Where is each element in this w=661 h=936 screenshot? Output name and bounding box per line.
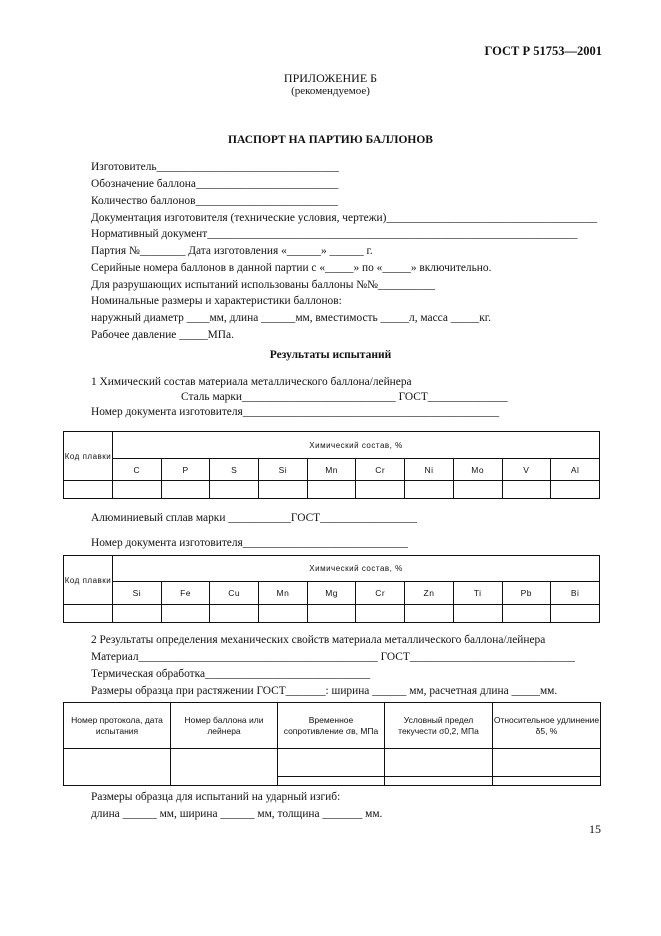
element-header: Mn bbox=[307, 459, 356, 481]
blank-cell[interactable] bbox=[551, 605, 600, 623]
impact-dims-field: длина ______ мм, ширина ______ мм, толщина _______ мм. bbox=[91, 808, 383, 820]
blank-cell[interactable] bbox=[161, 481, 210, 499]
cylinder-number-header: Номер баллона или лейнера bbox=[171, 703, 278, 749]
element-header: Si bbox=[113, 582, 162, 605]
blank-cell[interactable] bbox=[493, 749, 601, 786]
blank-cell[interactable] bbox=[453, 481, 502, 499]
element-header: P bbox=[161, 459, 210, 481]
protocol-header: Номер протокола, дата испытания bbox=[64, 703, 171, 749]
document-code: ГОСТ Р 51753—2001 bbox=[484, 44, 602, 58]
field-manufacturer: Изготовитель________________________________ bbox=[91, 161, 339, 173]
section1-title: 1 Химический состав материала металлического баллона/лейнера bbox=[91, 376, 412, 388]
mechanical-properties-table bbox=[63, 702, 601, 786]
blank-cell[interactable] bbox=[64, 605, 113, 623]
element-header: S bbox=[210, 459, 259, 481]
field-normative-doc: Нормативный документ_________________________________________________________________ bbox=[91, 228, 578, 240]
empty-data-row bbox=[64, 481, 600, 499]
blank-cell[interactable] bbox=[161, 605, 210, 623]
field-serial-numbers: Серийные номера баллонов в данной партии с «_____» по «_____» включительно. bbox=[91, 262, 492, 274]
blank-cell[interactable] bbox=[210, 481, 259, 499]
elongation-header: Относительное удлинение δ5, % bbox=[493, 703, 601, 749]
blank-cell[interactable] bbox=[502, 605, 551, 623]
field-batch-number: Партия №________ Дата изготовления «______» ______ г. bbox=[91, 245, 373, 257]
element-header: Cr bbox=[356, 459, 405, 481]
element-header: Cu bbox=[210, 582, 259, 605]
element-header: Mg bbox=[307, 582, 356, 605]
results-title: Результаты испытаний bbox=[269, 349, 392, 361]
blank-cell[interactable] bbox=[307, 481, 356, 499]
field-cylinder-designation: Обозначение баллона_________________________ bbox=[91, 178, 339, 190]
blank-cell[interactable] bbox=[113, 481, 162, 499]
blank-cell[interactable] bbox=[385, 749, 493, 786]
blank-cell[interactable] bbox=[551, 481, 600, 499]
steel-composition-table bbox=[63, 431, 600, 499]
blank-cell[interactable] bbox=[405, 605, 454, 623]
heat-treatment-field: Термическая обработка_____________________________ bbox=[91, 668, 371, 680]
element-header: Pb bbox=[502, 582, 551, 605]
blank-cell[interactable] bbox=[113, 605, 162, 623]
element-header: Mo bbox=[453, 459, 502, 481]
field-dimension-values: наружный диаметр ____мм, длина ______мм, вместимость _____л, масса _____кг. bbox=[91, 312, 491, 324]
tensile-strength-header: Временное сопротивление σв, МПа bbox=[278, 703, 385, 749]
section2-title: 2 Результаты определения механических свойств материала металлического баллона/лейнера bbox=[91, 634, 546, 646]
steel-doc-number-field: Номер документа изготовителя_____________________________________________ bbox=[91, 406, 500, 418]
field-cylinder-count: Количество баллонов_________________________ bbox=[91, 195, 338, 207]
element-header: Ni bbox=[405, 459, 454, 481]
blank-cell[interactable] bbox=[307, 605, 356, 623]
passport-title: ПАСПОРТ НА ПАРТИЮ БАЛЛОНОВ bbox=[228, 134, 433, 146]
element-header: C bbox=[113, 459, 162, 481]
element-header-row bbox=[64, 582, 600, 605]
blank-cell[interactable] bbox=[356, 481, 405, 499]
blank-cell[interactable] bbox=[278, 749, 385, 786]
element-header: Al bbox=[551, 459, 600, 481]
element-header: Bi bbox=[551, 582, 600, 605]
steel-grade-field: Сталь марки___________________________ ГОСТ______________ bbox=[181, 391, 508, 403]
appendix-subtitle: (рекомендуемое) bbox=[291, 85, 370, 97]
blank-cell[interactable] bbox=[405, 481, 454, 499]
blank-cell[interactable] bbox=[171, 749, 278, 786]
melt-code-header: Код плавки bbox=[64, 432, 113, 481]
field-working-pressure: Рабочее давление _____МПа. bbox=[91, 329, 234, 341]
element-header: Ti bbox=[453, 582, 502, 605]
element-header: Si bbox=[259, 459, 308, 481]
appendix-title: ПРИЛОЖЕНИЕ Б bbox=[283, 71, 378, 85]
element-header: Cr bbox=[356, 582, 405, 605]
empty-data-row bbox=[64, 749, 601, 786]
blank-cell[interactable] bbox=[259, 605, 308, 623]
blank-cell[interactable] bbox=[453, 605, 502, 623]
element-header: Zn bbox=[405, 582, 454, 605]
impact-sample-field: Размеры образца для испытаний на ударный изгиб: bbox=[91, 791, 341, 803]
alloy-composition-table bbox=[63, 555, 600, 623]
alloy-grade-field: Алюминиевый сплав марки ___________ГОСТ_________________ bbox=[91, 512, 417, 524]
blank-cell[interactable] bbox=[64, 749, 171, 786]
blank-cell[interactable] bbox=[356, 605, 405, 623]
field-nominal-dimensions: Номинальные размеры и характеристики баллонов: bbox=[91, 295, 342, 307]
empty-data-row bbox=[64, 605, 600, 623]
yield-strength-header: Условный предел текучести σ0,2, МПа bbox=[385, 703, 493, 749]
composition-group-header: Химический состав, % bbox=[113, 432, 600, 459]
field-destructive-tests: Для разрушающих испытаний использованы баллоны №№__________ bbox=[91, 279, 435, 291]
tensile-sample-field: Размеры образца при растяжении ГОСТ_______: ширина ______ мм, расчетная длина _____мм. bbox=[91, 685, 558, 697]
alloy-doc-number-field: Номер документа изготовителя_____________________________ bbox=[91, 537, 408, 549]
composition-group-header: Химический состав, % bbox=[113, 556, 600, 582]
melt-code-header: Код плавки bbox=[64, 556, 113, 605]
element-header: Mn bbox=[259, 582, 308, 605]
field-manufacturer-docs: Документация изготовителя (технические условия, чертежи)_____________________________________ bbox=[91, 212, 598, 224]
blank-cell[interactable] bbox=[502, 481, 551, 499]
material-field: Материал__________________________________________ ГОСТ_____________________________ bbox=[91, 651, 575, 663]
element-header: V bbox=[502, 459, 551, 481]
blank-cell[interactable] bbox=[210, 605, 259, 623]
element-header: Fe bbox=[161, 582, 210, 605]
element-header-row bbox=[64, 459, 600, 481]
header-row bbox=[64, 703, 601, 749]
page-number: 15 bbox=[589, 822, 601, 836]
blank-cell[interactable] bbox=[64, 481, 113, 499]
blank-cell[interactable] bbox=[259, 481, 308, 499]
